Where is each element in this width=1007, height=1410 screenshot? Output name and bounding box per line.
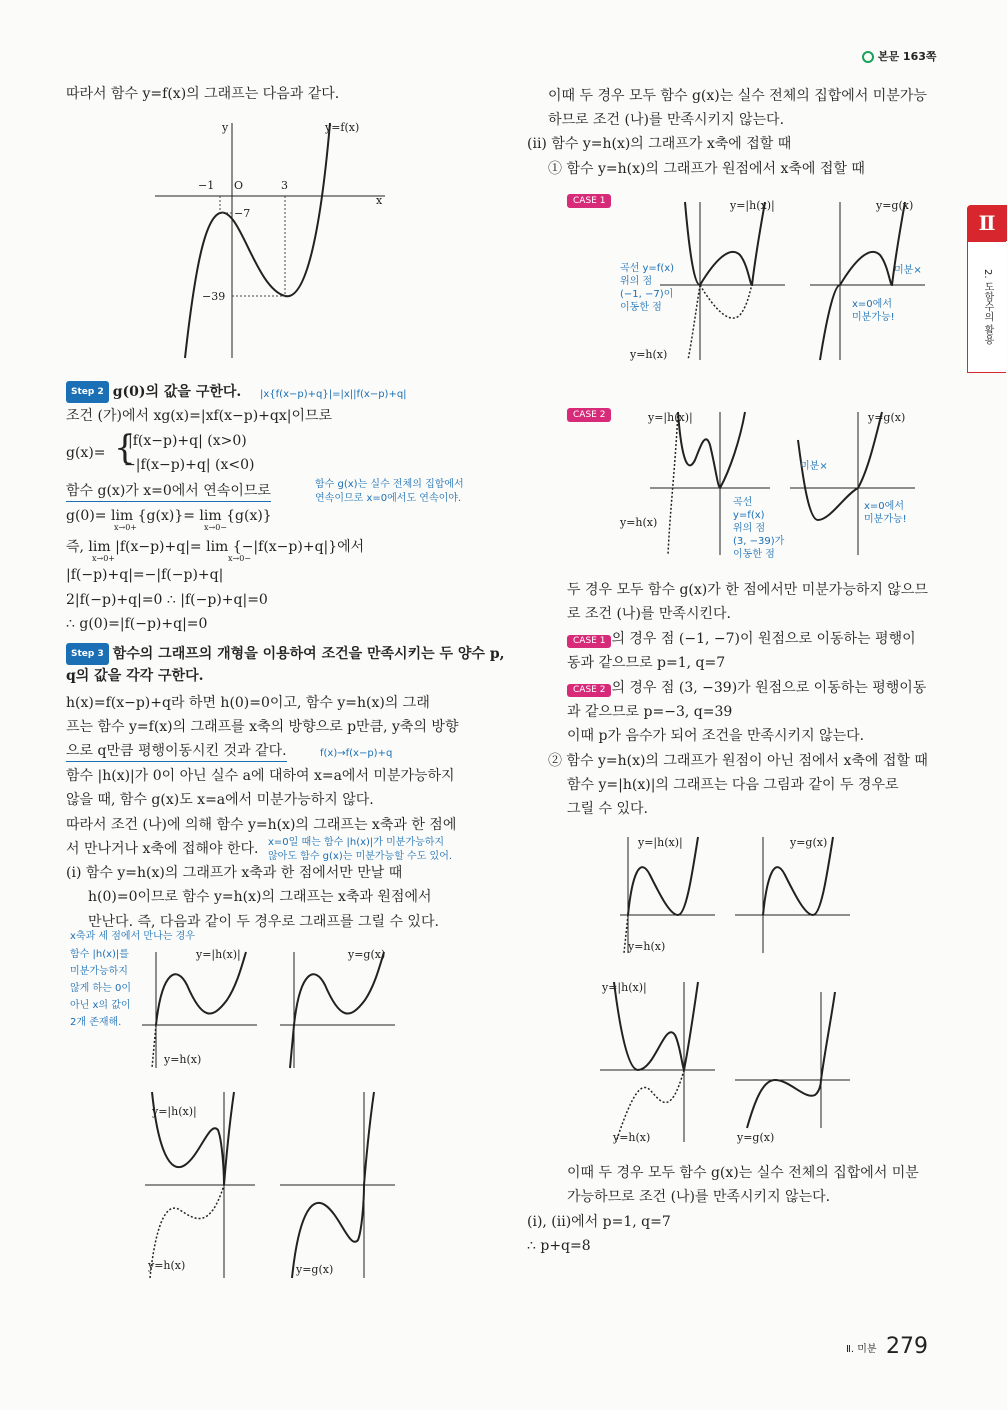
case1-inline-badge: CASE 1: [567, 635, 611, 648]
g1-y-label: y: [222, 121, 229, 134]
graph-f: [150, 118, 400, 363]
left-p4: 함수 |h(x)|가 0이 아닌 실수 a에 대하여 x=a에서 미분가능하지: [66, 768, 455, 784]
right-r9: CASE 2 의 경우 점 (3, −39)가 원점으로 이동하는 평행이동: [567, 678, 926, 698]
left-p7: 서 만나거나 x축에 접해야 한다.: [66, 841, 259, 857]
right-r14: 그릴 수 있다.: [567, 801, 648, 817]
right-r7: CASE 1 의 경우 점 (−1, −7)이 원점으로 이동하는 평행이: [567, 629, 916, 649]
left-line-1: 조건 (가)에서 xg(x)=|xf(x−p)+qx|이므로: [66, 408, 333, 424]
lbl-h-1: y=h(x): [164, 1053, 202, 1066]
side-note: 함수 |h(x)|를 미분가능하지 않게 하는 0이 아닌 x의 값이 2개 존재해.: [70, 949, 132, 1028]
note-cont-2: 연속이므로 x=0에서도 연속이야.: [315, 493, 462, 504]
note-abs: |x{f(x−p)+q}|=|x||f(x−p)+q|: [260, 389, 407, 400]
right-r18: ∴ p+q=8: [527, 1238, 591, 1254]
graph-g-2: [280, 1090, 400, 1280]
g1-m1: −1: [198, 179, 215, 192]
c1-note: 곡선 y=f(x) 위의 점 (−1, −7)이 이동한 점: [620, 263, 675, 313]
lbl-g-2: y=g(x): [296, 1263, 334, 1276]
step2-badge: Step 2: [66, 381, 109, 403]
c4-lbl-g: y=g(x): [737, 1131, 775, 1144]
section-tab: 2. 도함수의 활용: [967, 241, 1006, 373]
right-r2: 하므로 조건 (나)를 만족시키지 않는다.: [548, 112, 785, 128]
left-line-4: g(0)= lim {g(x)}= lim {g(x)}: [66, 508, 272, 524]
c1-lbl-h: y=h(x): [630, 348, 668, 361]
circle-icon: [862, 51, 874, 63]
note-zero-1: x=0일 때는 함수 |h(x)|가 미분가능하지: [268, 837, 445, 848]
left-line-4-sub1: x→0+: [114, 523, 138, 532]
graph-g-1: [280, 950, 400, 1070]
c2-lbl-g: y=g(x): [868, 411, 906, 424]
right-r3: (ii) 함수 y=h(x)의 그래프가 x축에 접할 때: [527, 136, 792, 152]
step2-heading: Step 2 g(0)의 값을 구한다.: [66, 381, 241, 403]
page-ref: 본문 163쪽: [862, 48, 937, 64]
left-p5: 않을 때, 함수 g(x)도 x=a에서 미분가능하지 않다.: [66, 792, 374, 808]
right-r5: 두 경우 모두 함수 g(x)가 한 점에서만 미분가능하지 않으므: [567, 582, 928, 598]
case1-badge: CASE 1: [567, 194, 611, 208]
g1-m39: −39: [202, 290, 226, 303]
left-line-4-sub2: x→0−: [204, 523, 228, 532]
left-p6: 따라서 조건 (나)에 의해 함수 y=h(x)의 그래프는 x축과 한 점에: [66, 817, 457, 833]
left-line-6: |f(−p)+q|=−|f(−p)+q|: [66, 567, 224, 583]
right-r6: 로 조건 (나)를 만족시킨다.: [567, 606, 731, 622]
step3-badge: Step 3: [66, 643, 109, 665]
c2-pt: 곡선 y=f(x) 위의 점 (3, −39)가 이동한 점: [733, 497, 785, 560]
right-r4: ① 함수 y=h(x)의 그래프가 원점에서 x축에 접할 때: [548, 161, 865, 177]
lbl-h-2: y=h(x): [148, 1259, 186, 1272]
chapter-tab: Ⅱ: [967, 205, 1007, 241]
note-shift: f(x)→f(x−p)+q: [320, 748, 393, 759]
c1-nd: 미분×: [894, 265, 922, 276]
c1-d: x=0에서 미분가능!: [852, 299, 895, 323]
right-r17: (i), (ii)에서 p=1, q=7: [527, 1214, 671, 1230]
note-zero-2: 않아도 함수 g(x)는 미분가능할 수도 있어.: [268, 851, 453, 862]
case2-graph-g: [790, 410, 920, 560]
c4-lbl-abs: y=|h(x)|: [602, 981, 647, 994]
lbl-abs-2: y=|h(x)|: [152, 1105, 197, 1118]
c4-graph-abs: [600, 980, 720, 1145]
left-line-5: 즉, lim |f(x−p)+q|= lim {−|f(x−p)+q|}에서: [66, 539, 365, 555]
note-three: x축과 세 점에서 만나는 경우: [70, 931, 195, 942]
g1-x-label: x: [376, 194, 383, 207]
lbl-g-1: y=g(x): [348, 948, 386, 961]
footer-part: Ⅱ. 미분: [846, 1344, 877, 1355]
right-r12: ② 함수 y=h(x)의 그래프가 원점이 아닌 점에서 x축에 접할 때: [548, 753, 928, 769]
left-p1: h(x)=f(x−p)+q라 하면 h(0)=0이고, 함수 y=h(x)의 그래: [66, 695, 430, 711]
c2-nd: 미분×: [800, 461, 828, 472]
c3-lbl-h: y=h(x): [628, 940, 666, 953]
left-line-5-sub2: x→0−: [228, 554, 252, 563]
c2-lbl-h: y=h(x): [620, 516, 658, 529]
right-r1: 이때 두 경우 모두 함수 g(x)는 실수 전체의 집합에서 미분가능: [548, 88, 927, 104]
case2-badge: CASE 2: [567, 408, 611, 422]
c1-lbl-abs: y=|h(x)|: [730, 199, 775, 212]
left-line-5-sub1: x→0+: [92, 554, 116, 563]
left-line-8: ∴ g(0)=|f(−p)+q|=0: [66, 616, 208, 632]
c4-graph-g: [735, 990, 855, 1130]
left-line-2c: −|f(x−p)+q| (x<0): [124, 457, 255, 473]
intro-text: 따라서 함수 y=f(x)의 그래프는 다음과 같다.: [66, 86, 340, 102]
right-r16: 가능하므로 조건 (나)를 만족시키지 않는다.: [567, 1189, 831, 1205]
g1-three: 3: [281, 179, 288, 192]
case2-inline-badge: CASE 2: [567, 684, 611, 697]
step3-heading: Step 3 함수의 그래프의 개형을 이용하여 조건을 만족시키는 두 양수 p,: [66, 643, 505, 665]
g1-origin: O: [234, 179, 244, 192]
c1-lbl-g: y=g(x): [876, 199, 914, 212]
right-r8: 동과 같으므로 p=1, q=7: [567, 655, 726, 671]
lbl-abs-1: y=|h(x)|: [196, 948, 241, 961]
c3-lbl-g: y=g(x): [790, 836, 828, 849]
right-r10: 과 같으므로 p=−3, q=39: [567, 704, 733, 720]
right-r13: 함수 y=|h(x)|의 그래프는 다음 그림과 같이 두 경우로: [567, 777, 899, 793]
graph-abs-h-1: [142, 950, 262, 1070]
left-p3: 으로 q만큼 평행이동시킨 것과 같다.: [66, 741, 287, 762]
page-number: 279: [886, 1334, 928, 1359]
c3-lbl-abs: y=|h(x)|: [638, 836, 683, 849]
c2-d: x=0에서 미분가능!: [864, 501, 907, 525]
case1-graph-g: [800, 200, 930, 365]
left-p2: 프는 함수 y=f(x)의 그래프를 x축의 방향으로 p만큼, y축의 방향: [66, 719, 459, 735]
brace-icon: {: [114, 428, 136, 468]
left-line-7: 2|f(−p)+q|=0 ∴ |f(−p)+q|=0: [66, 592, 268, 608]
left-line-2a: g(x)=: [66, 445, 106, 461]
left-p10: 만난다. 즉, 다음과 같이 두 경우로 그래프를 그릴 수 있다.: [88, 914, 439, 930]
left-p9: h(0)=0이므로 함수 y=h(x)의 그래프는 x축과 원점에서: [88, 889, 432, 905]
left-line-2b: |f(x−p)+q| (x>0): [128, 433, 247, 449]
g1-m7: −7: [234, 207, 251, 220]
step3-heading-2: q의 값을 각각 구한다.: [66, 668, 204, 684]
right-r15: 이때 두 경우 모두 함수 g(x)는 실수 전체의 집합에서 미분: [567, 1165, 919, 1181]
c2-lbl-abs: y=|h(x)|: [648, 411, 693, 424]
g1-curve-label: y=f(x): [325, 121, 360, 134]
c3-graph-g: [735, 835, 855, 955]
right-r11: 이때 p가 음수가 되어 조건을 만족시키지 않는다.: [567, 728, 865, 744]
left-p8: (i) 함수 y=h(x)의 그래프가 x축과 한 점에서만 만날 때: [66, 865, 403, 881]
c4-lbl-h: y=h(x): [613, 1131, 651, 1144]
note-cont-1: 함수 g(x)는 실수 전체의 집합에서: [315, 479, 464, 490]
left-line-3: 함수 g(x)가 x=0에서 연속이므로: [66, 481, 271, 502]
